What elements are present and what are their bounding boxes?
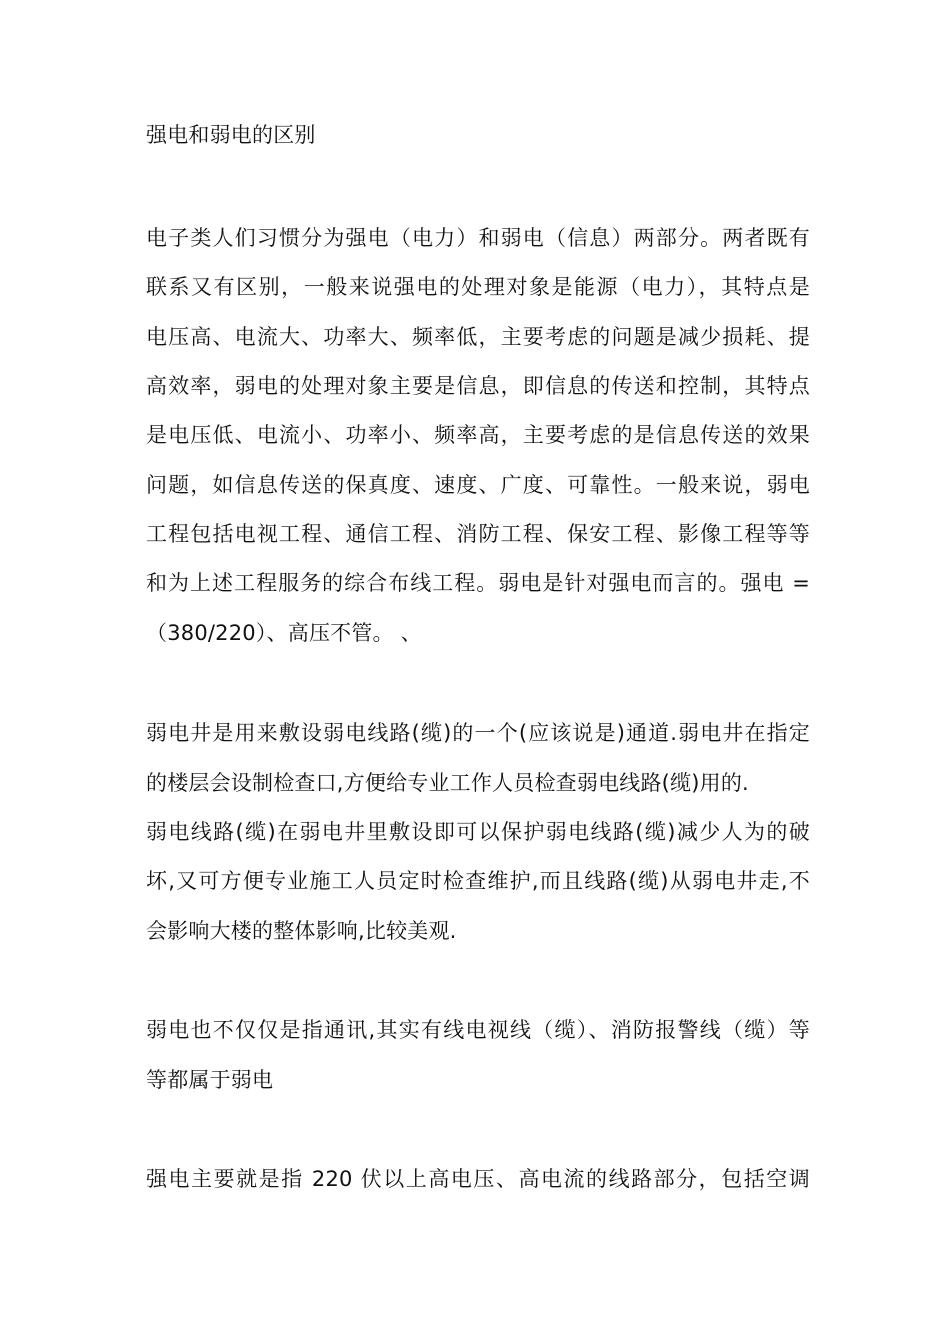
- paragraph-3-line-1: 弱电也不仅仅是指通讯,其实有线电视线（缆）、消防报警线（缆）等: [146, 1018, 810, 1042]
- paragraph-2-line-2: 的楼层会设制检查口,方便给专业工作人员检查弱电线路(缆)用的.: [146, 771, 749, 795]
- paragraph-1-line-9: （380/220）、高压不管。 、: [146, 621, 422, 645]
- paragraph-1-line-8: 和为上述工程服务的综合布线工程。弱电是针对强电而言的。强电 =: [146, 571, 810, 595]
- paragraph-1-line-5: 是电压低、电流小、功率小、频率高，主要考虑的是信息传送的效果: [146, 423, 810, 447]
- paragraph-1-line-1: 电子类人们习惯分为强电（电力）和弱电（信息）两部分。两者既有: [146, 226, 810, 250]
- paragraph-1-line-4: 高效率，弱电的处理对象主要是信息，即信息的传送和控制，其特点: [146, 374, 810, 398]
- document-title: 强电和弱电的区别: [146, 123, 316, 147]
- paragraph-2-line-4: 坏,又可方便专业施工人员定时检查维护,而且线路(缆)从弱电井走,不: [146, 869, 810, 893]
- paragraph-1-line-2: 联系又有区别，一般来说强电的处理对象是能源（电力），其特点是: [146, 275, 810, 299]
- paragraph-1-line-6: 问题，如信息传送的保真度、速度、广度、可靠性。一般来说，弱电: [146, 473, 810, 497]
- paragraph-2-line-1: 弱电井是用来敷设弱电线路(缆)的一个(应该说是)通道.弱电井在指定: [146, 721, 810, 745]
- paragraph-2-line-3: 弱电线路(缆)在弱电井里敷设即可以保护弱电线路(缆)减少人为的破: [146, 820, 810, 844]
- paragraph-4-line-1: 强电主要就是指 220 伏以上高电压、高电流的线路部分，包括空调: [146, 1167, 810, 1191]
- paragraph-1-line-3: 电压高、电流大、功率大、频率低，主要考虑的问题是减少损耗、提: [146, 325, 810, 349]
- paragraph-1-line-7: 工程包括电视工程、通信工程、消防工程、保安工程、影像工程等等: [146, 522, 810, 546]
- paragraph-2-line-5: 会影响大楼的整体影响,比较美观.: [146, 919, 457, 943]
- paragraph-3-line-2: 等都属于弱电: [146, 1068, 274, 1092]
